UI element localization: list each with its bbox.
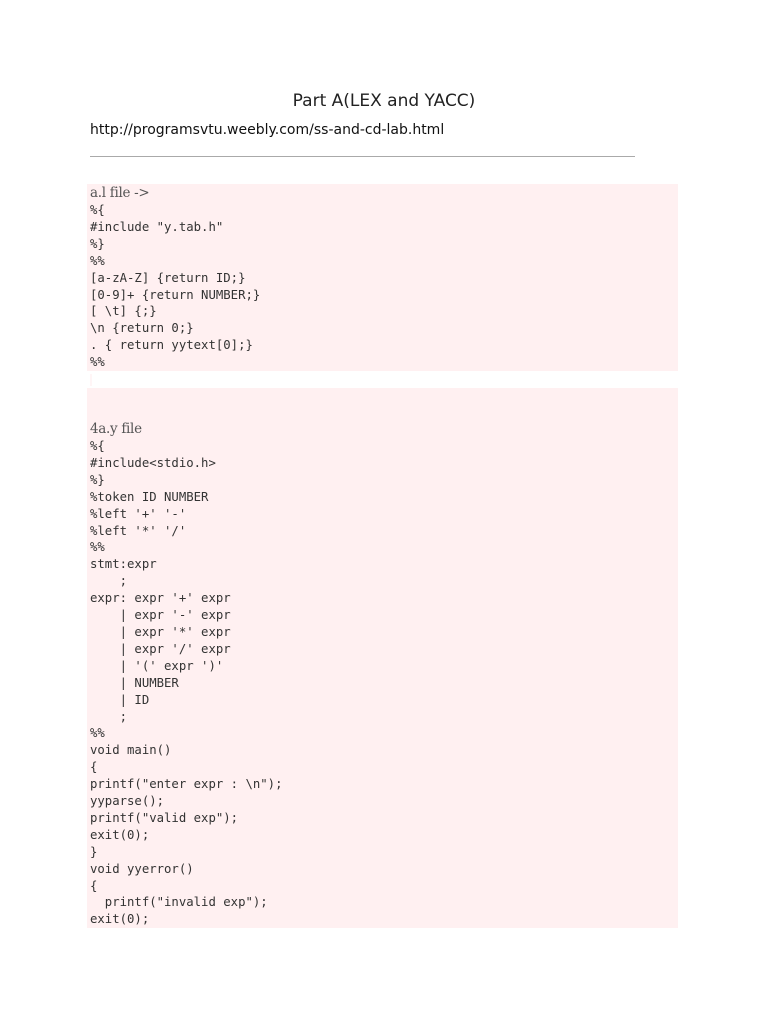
lex-file-label: a.l file -> [90, 185, 150, 201]
yacc-code-block [87, 388, 678, 928]
block-separator [90, 374, 92, 386]
yacc-code: %{ #include<stdio.h> %} %token ID NUMBER %left '+' '-' %left '*' '/' %% stmt:expr ; expr: expr '+' expr | expr '-' expr | expr '*' expr | expr '/' expr | '(' expr ')' | NUMBER | ID ; %% void main() { printf("enter expr : \n"); yyparse(); printf("valid exp"); exit(0); } void yyerror() { printf("invalid exp"); exit(0); [90, 439, 283, 927]
page-title: Part A(LEX and YACC) [292, 91, 476, 111]
lex-code: %{ #include "y.tab.h" %} %% [a-zA-Z] {return ID;} [0-9]+ {return NUMBER;} [ \t] {;} \n {return 0;} . { return yytext[0];} %% [90, 203, 261, 370]
divider [90, 156, 635, 157]
source-url-link[interactable]: http://programsvtu.weebly.com/ss-and-cd-lab.html [90, 122, 445, 138]
lex-code-block [87, 184, 678, 371]
yacc-file-label: 4a.y file [90, 421, 142, 437]
